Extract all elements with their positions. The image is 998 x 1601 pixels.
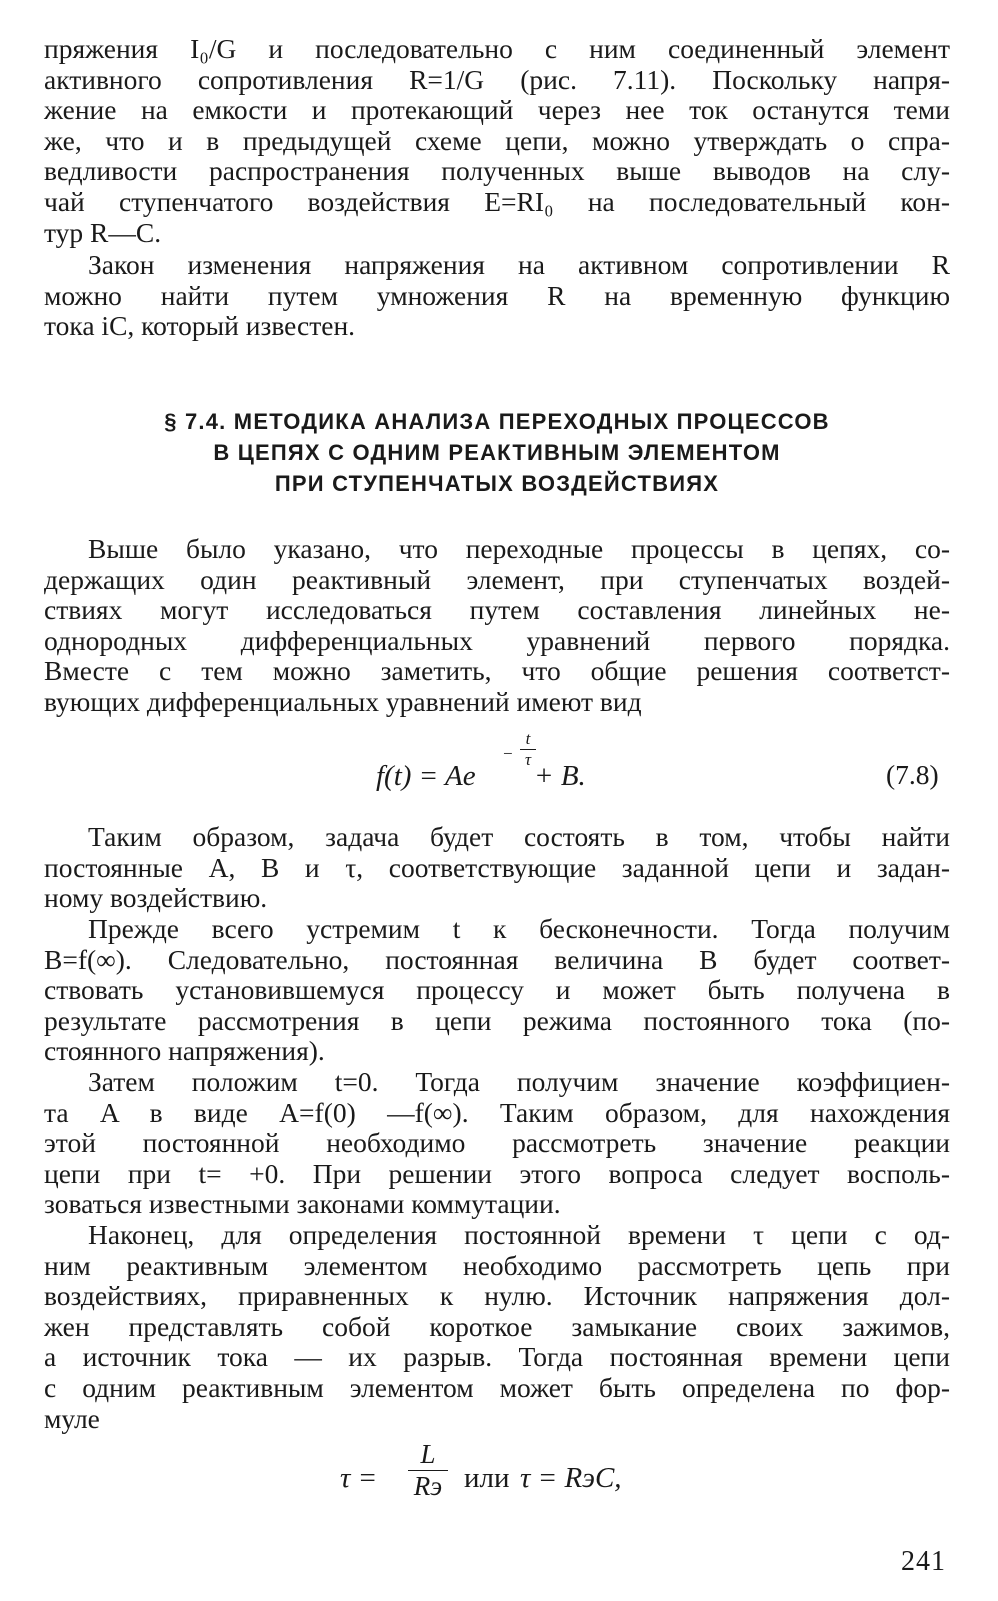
text-line: Таким образом, задача будет состоять в том, чтобы найти xyxy=(88,821,950,852)
section-heading xyxy=(44,406,950,499)
formula-rhs: τ = RэC, xyxy=(520,1462,622,1494)
text-line: ведливости распространения полученных выше выводов на слу- xyxy=(44,155,950,187)
paragraph-time-constant xyxy=(44,1220,950,1434)
text-line: муле xyxy=(44,1402,100,1434)
text-line: вующих дифференциальных уравнений имеют вид xyxy=(44,685,642,717)
paragraph-continuation xyxy=(44,34,950,248)
book-page: пряжения I₀/G и последовательно с ним соединенный элемент активного сопротивления R=1/G (рис. 7.11). Поскольку напря- жение на емкости и протекающий через нее ток останутся теми же, что и в предыдущей схеме цепи, можно утверждать о спра- ведливости распространения полученных выше выводов на слу- чай ступенчатого воздействия E=RI₀ на последовательный кон- тур R—C. Закон изменения напряжения на активном сопротивлении R можно найти путем умножения R на временную функцию тока iC, который известен. § 7.4. МЕТОДИКА АНАЛИЗА ПЕРЕХОДНЫХ ПРОЦЕССОВ В ЦЕПЯХ С ОДНИМ РЕАКТИВНЫМ ЭЛЕМЕНТОМ ПРИ СТУПЕНЧАТЫХ ВОЗДЕЙСТВИЯХ Выше было указано, что переходные процессы в цепях, со- держащих один реактивный элемент, при ступенчатых воздей- ствиях могут исследоваться путем составления линейных не- однородных дифференциальных уравнений первого порядка. Вместе с тем можно заметить, что общие решения соответст- вующих дифференциальных уравнений имеют вид f(t) = Ae − $\frac{t}{\tau}$ + B. (7.8) Таким образом, задача будет состоять в том, чтобы найти постоянные A, B и τ, соответствующие заданной цепи и задан- ному воздействию. Прежде всего устремим t к бесконечности. Тогда получим B=f(∞). Следовательно, постоянная величина B будет соответ- ствовать установившемуся процессу и может быть получена в результате рассмотрения в цепи режима постоянного тока (по- стоянного напряжения). Затем положим t=0. Тогда получим значение коэффициен- та A в виде A=f(0) —f(∞). Таким образом, для нахождения этой постоянной необходимо рассмотреть значение реакции цепи при t= +0. При решении этого вопроса следует восполь- зоваться известными законами коммутации. Наконец, для определения постоянной времени τ цепи с од- ним реактивным элементом необходимо рассмотреть цепь при воздействиях, приравненных к нулю. Источник напряжения дол- жен представлять собой короткое замыкание своих зажимов, а источник тока — их разрыв. Тогда постоянная времени цепи с одним реактивным элементом может быть определена по фор- муле τ = L Rэ или τ = RэC, 241 xyxy=(44,33,950,1577)
text-line: ному воздействию. xyxy=(44,882,268,914)
text-line: ним реактивным элементом необходимо рассмотреть цепь при xyxy=(44,1249,950,1281)
text-line: Выше было указано, что переходные процессы в цепях, со- xyxy=(88,533,950,564)
paragraph-constant-b xyxy=(44,914,950,1067)
text-line: воздействиях, приравненных к нулю. Источник напряжения дол- xyxy=(44,1280,950,1312)
text-line: жен представлять собой короткое замыкание своих зажимов, xyxy=(44,1310,950,1342)
text-line: тока iC, который известен. xyxy=(44,310,356,342)
text-line: активного сопротивления R=1/G (рис. 7.11). Поскольку напря- xyxy=(44,63,950,95)
text-line: а источник тока — их разрыв. Тогда постоянная времени цепи xyxy=(44,1341,950,1373)
text-line: чай ступенчатого воздействия E=RI₀ на последовательный кон- xyxy=(44,185,950,217)
paragraph-constant-a xyxy=(44,1067,950,1220)
text-line: же, что и в предыдущей схеме цепи, можно утверждать о спра- xyxy=(44,124,950,156)
text-line: Наконец, для определения постоянной времени τ цепи с од- xyxy=(88,1219,950,1250)
page-number: 241 xyxy=(901,1546,946,1577)
text-line: можно найти путем умножения R на временную функцию xyxy=(44,279,950,311)
text-line: однородных дифференциальных уравнений первого порядка. xyxy=(44,624,950,656)
text-line: Вместе с тем можно заметить, что общие решения соответст- xyxy=(44,655,950,687)
text-line: Закон изменения напряжения на активном сопротивлении R xyxy=(88,249,950,280)
text-line: этой постоянной необходимо рассмотреть значение реакции xyxy=(44,1127,950,1159)
formula-or: или xyxy=(464,1462,510,1494)
text-line: тур R—C. xyxy=(44,216,162,248)
text-line: B=f(∞). Следовательно, постоянная величина B будет соответ- xyxy=(44,943,950,975)
heading-line: ПРИ СТУПЕНЧАТЫХ ВОЗДЕЙСТВИЯХ xyxy=(274,471,720,496)
text-line: пряжения I₀/G и последовательно с ним соединенный элемент xyxy=(44,33,950,64)
paragraph-intro xyxy=(44,534,950,718)
formula-lhs: τ = xyxy=(340,1462,378,1494)
text-line: ствовать установившемуся процессу и может быть получена в xyxy=(44,974,950,1006)
formula-time-constant xyxy=(340,1440,660,1520)
equation-number: (7.8) xyxy=(886,759,939,790)
text-line: стоянного напряжения). xyxy=(44,1035,325,1067)
text-line: держащих один реактивный элемент, при ступенчатых воздей- xyxy=(44,563,950,595)
text-line: зоваться известными законами коммутации. xyxy=(44,1188,561,1220)
text-line: результате рассмотрения в цепи режима постоянного тока (по- xyxy=(44,1004,950,1036)
formula-lhs: f(t) = Ae xyxy=(376,760,476,792)
text-line: постоянные A, B и τ, соответствующие заданной цепи и задан- xyxy=(44,851,950,883)
heading-line: § 7.4. МЕТОДИКА АНАЛИЗА ПЕРЕХОДНЫХ ПРОЦЕССОВ xyxy=(164,409,830,434)
text-line: та A в виде A=f(0) —f(∞). Таким образом, для нахождения xyxy=(44,1096,950,1128)
text-line: с одним реактивным элементом может быть определена по фор- xyxy=(44,1371,950,1403)
text-line: жение на емкости и протекающий через нее ток останутся теми xyxy=(44,94,950,126)
heading-line: В ЦЕПЯХ С ОДНИМ РЕАКТИВНЫМ ЭЛЕМЕНТОМ xyxy=(213,440,781,465)
text-line: ствиях могут исследоваться путем составления линейных не- xyxy=(44,594,950,626)
text-line: Прежде всего устремим t к бесконечности. Тогда получим xyxy=(88,913,950,944)
text-line: Затем положим t=0. Тогда получим значение коэффициен- xyxy=(88,1066,950,1097)
paragraph-task xyxy=(44,822,950,914)
formula-fraction: L Rэ xyxy=(408,1440,448,1502)
paragraph-resistor-law xyxy=(44,250,950,342)
text-line: цепи при t= +0. При решении этого вопроса следует восполь- xyxy=(44,1157,950,1189)
formula-rhs: + B. xyxy=(534,760,586,792)
